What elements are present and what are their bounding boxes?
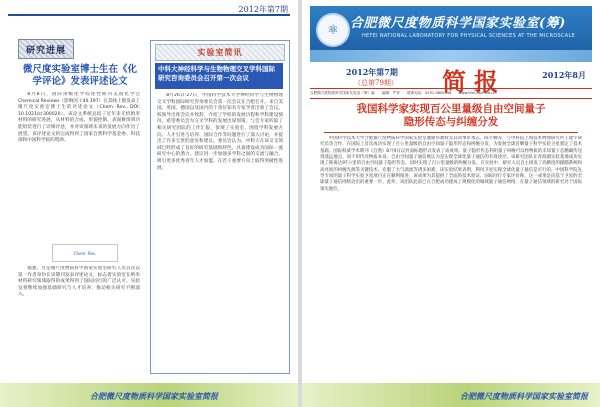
main-headline-line-2: 隐形传态与纠缠分发 bbox=[403, 116, 499, 128]
main-headline bbox=[322, 103, 580, 129]
masthead-chinese-title: 合肥微尺度物质科学国家实验室(筹) bbox=[350, 16, 566, 31]
masthead-english-title: HEFEI NATIONAL LABORATORY FOR PHYSICAL SCIENCES AT THE MICROSCALE bbox=[362, 33, 576, 39]
main-headline-rule bbox=[324, 132, 578, 133]
main-article-text: 中国科学技术大学合肥微尺度物质科学国家实验室潘建伟教授及其同事彭承志、陈宇翱等，与中科院上海技术物理研究所王建宇研究员等合作，在国际上首次成功实现了百公里量级的自由空间量子隐形传态和纠缠分发，为发射全球首颗量子科学实验卫星奠定了技术基础。国际权威学术期刊《自然》8月9日以封面标题形式发表了该成果。量子隐形传态利用量子纠缠可以将物质的未知量子态精确传送到遥远地点，而不用传送物质本身。自由空间量子通信被认为是实现全球化量子通信的有效途径。该研究团队在青海湖实验基地成功实现了距离达97公里的自由空间量子隐形传态，同时实现了百公里量级的纠缠分发。在实验中，研究人员自主研发了高精度的跟瞄系统和高亮度的纠缠光源等关键技术，克服了大气湍流等诸多困难。该实验结果表明，利用卫星实现全球化量子通信是可行的。中国科学院先导专项的量子科学实验卫星项目正在顺利推进，该成果为其提供了全面的技术验证。国际同行专家评价称，这一成果是向基于卫星的全球量子通信网络迈出的重要一步。此外，该团队此前已在合肥成功建成了规模化的城域量子通信网络，在量子通信领域的研究处于国际领先地位。 bbox=[320, 136, 582, 192]
left-top-rule bbox=[8, 14, 290, 16]
journal-cover-caption: Chem. Rev. bbox=[73, 250, 97, 256]
masthead bbox=[310, 6, 592, 62]
lab-news-text: 8月26日-27日，中国科学技术大学神经科学与生物物理交叉学科国际研究咨询委员会第一次会议在合肥召开。来自美国、英国、德国以及国内的十余位知名专家学者出席了会议。校领导出席会议并致辞，介绍了学校的发展历程和学科建设情况，希望委员会为交叉学科的发展出谋划策。与会专家听取了相关研究团队的工作汇报，参观了实验室，围绕学科发展方向、人才引进与培养、国际合作等问题进行了深入讨论，并提出了许多宝贵的意见和建议。委员会认为，中科大在该交叉领域已经形成了良好的研究基础和特色，具备建设成为国际一流研究中心的潜力，建议进一步加强多学科之间的交流与融合，吸引更多优秀青年人才加盟，在若干重要方向上取得突破性进展。 bbox=[157, 93, 283, 171]
brief-date: 2012年8月 bbox=[542, 70, 586, 80]
masthead-strip bbox=[310, 50, 592, 62]
main-headline-line-1: 我国科学家实现百公里量级自由空间量子 bbox=[356, 103, 546, 115]
brief-title: 简报 bbox=[442, 67, 506, 96]
right-issue-number: 2012年第7期 bbox=[346, 67, 398, 77]
total-issue-number: （总第79期） bbox=[354, 79, 398, 87]
left-page bbox=[0, 0, 298, 407]
research-section-badge: 研究进展 bbox=[18, 39, 74, 59]
lab-news-headline: 中科大神经科学与生物物理交叉学科国际研究咨询委员会召开第一次会议 bbox=[155, 63, 283, 89]
right-footer-text: 合肥微尺度物质科学国家实验室简报 bbox=[460, 391, 588, 401]
lab-news-box bbox=[150, 40, 290, 374]
left-paragraph-1: 8月8日，国际顶级化学综述性期刊美国化学会Chemical Reviews（影响因子40.197）在其线上版发表了微尺度实验室博士生的评述论文（Chem. Rev., DOI: 10.1021/cr300020）。该论文系统总结了近年来无机纳米材料的研究进展，从材料的合成、形貌控制、表面修饰到功能组装进行了详细评述，并对该领域未来的发展方向作出了展望。该评述论文的完成得到了国家自然科学基金委、科技部和中国科学院的资助。 bbox=[18, 92, 140, 144]
right-page bbox=[302, 0, 600, 407]
lab-news-badge: 实验室简讯 bbox=[155, 44, 285, 61]
left-paragraph-2: 据悉，这是微尺度物质科学国家实验室研究人员首次以第一作者身份在该期刊发表评述论文，标志着实验室在纳米材料研究领域取得的成果得到了国际同行的广泛认可。实验室将继续加强基础研究与人才培养，推动相关研究不断深入。 bbox=[18, 266, 140, 298]
publication-info-line: 合肥微尺度物质科学国家实验室（筹）编 编辑：严菲 联系电话：0551-3600458 www.hfnl.ustc.edu.cn bbox=[310, 88, 592, 99]
journal-cover-image bbox=[52, 244, 118, 262]
lab-emblem-icon: ⚛ bbox=[316, 13, 350, 47]
left-issue-number: 2012年第7期 bbox=[238, 5, 288, 14]
issue-block bbox=[346, 67, 398, 88]
left-headline: 微尺度实验室博士生在《化学评论》发表评述论文 bbox=[22, 64, 137, 87]
left-footer-text: 合肥微尺度物质科学国家实验室简报 bbox=[90, 391, 218, 401]
